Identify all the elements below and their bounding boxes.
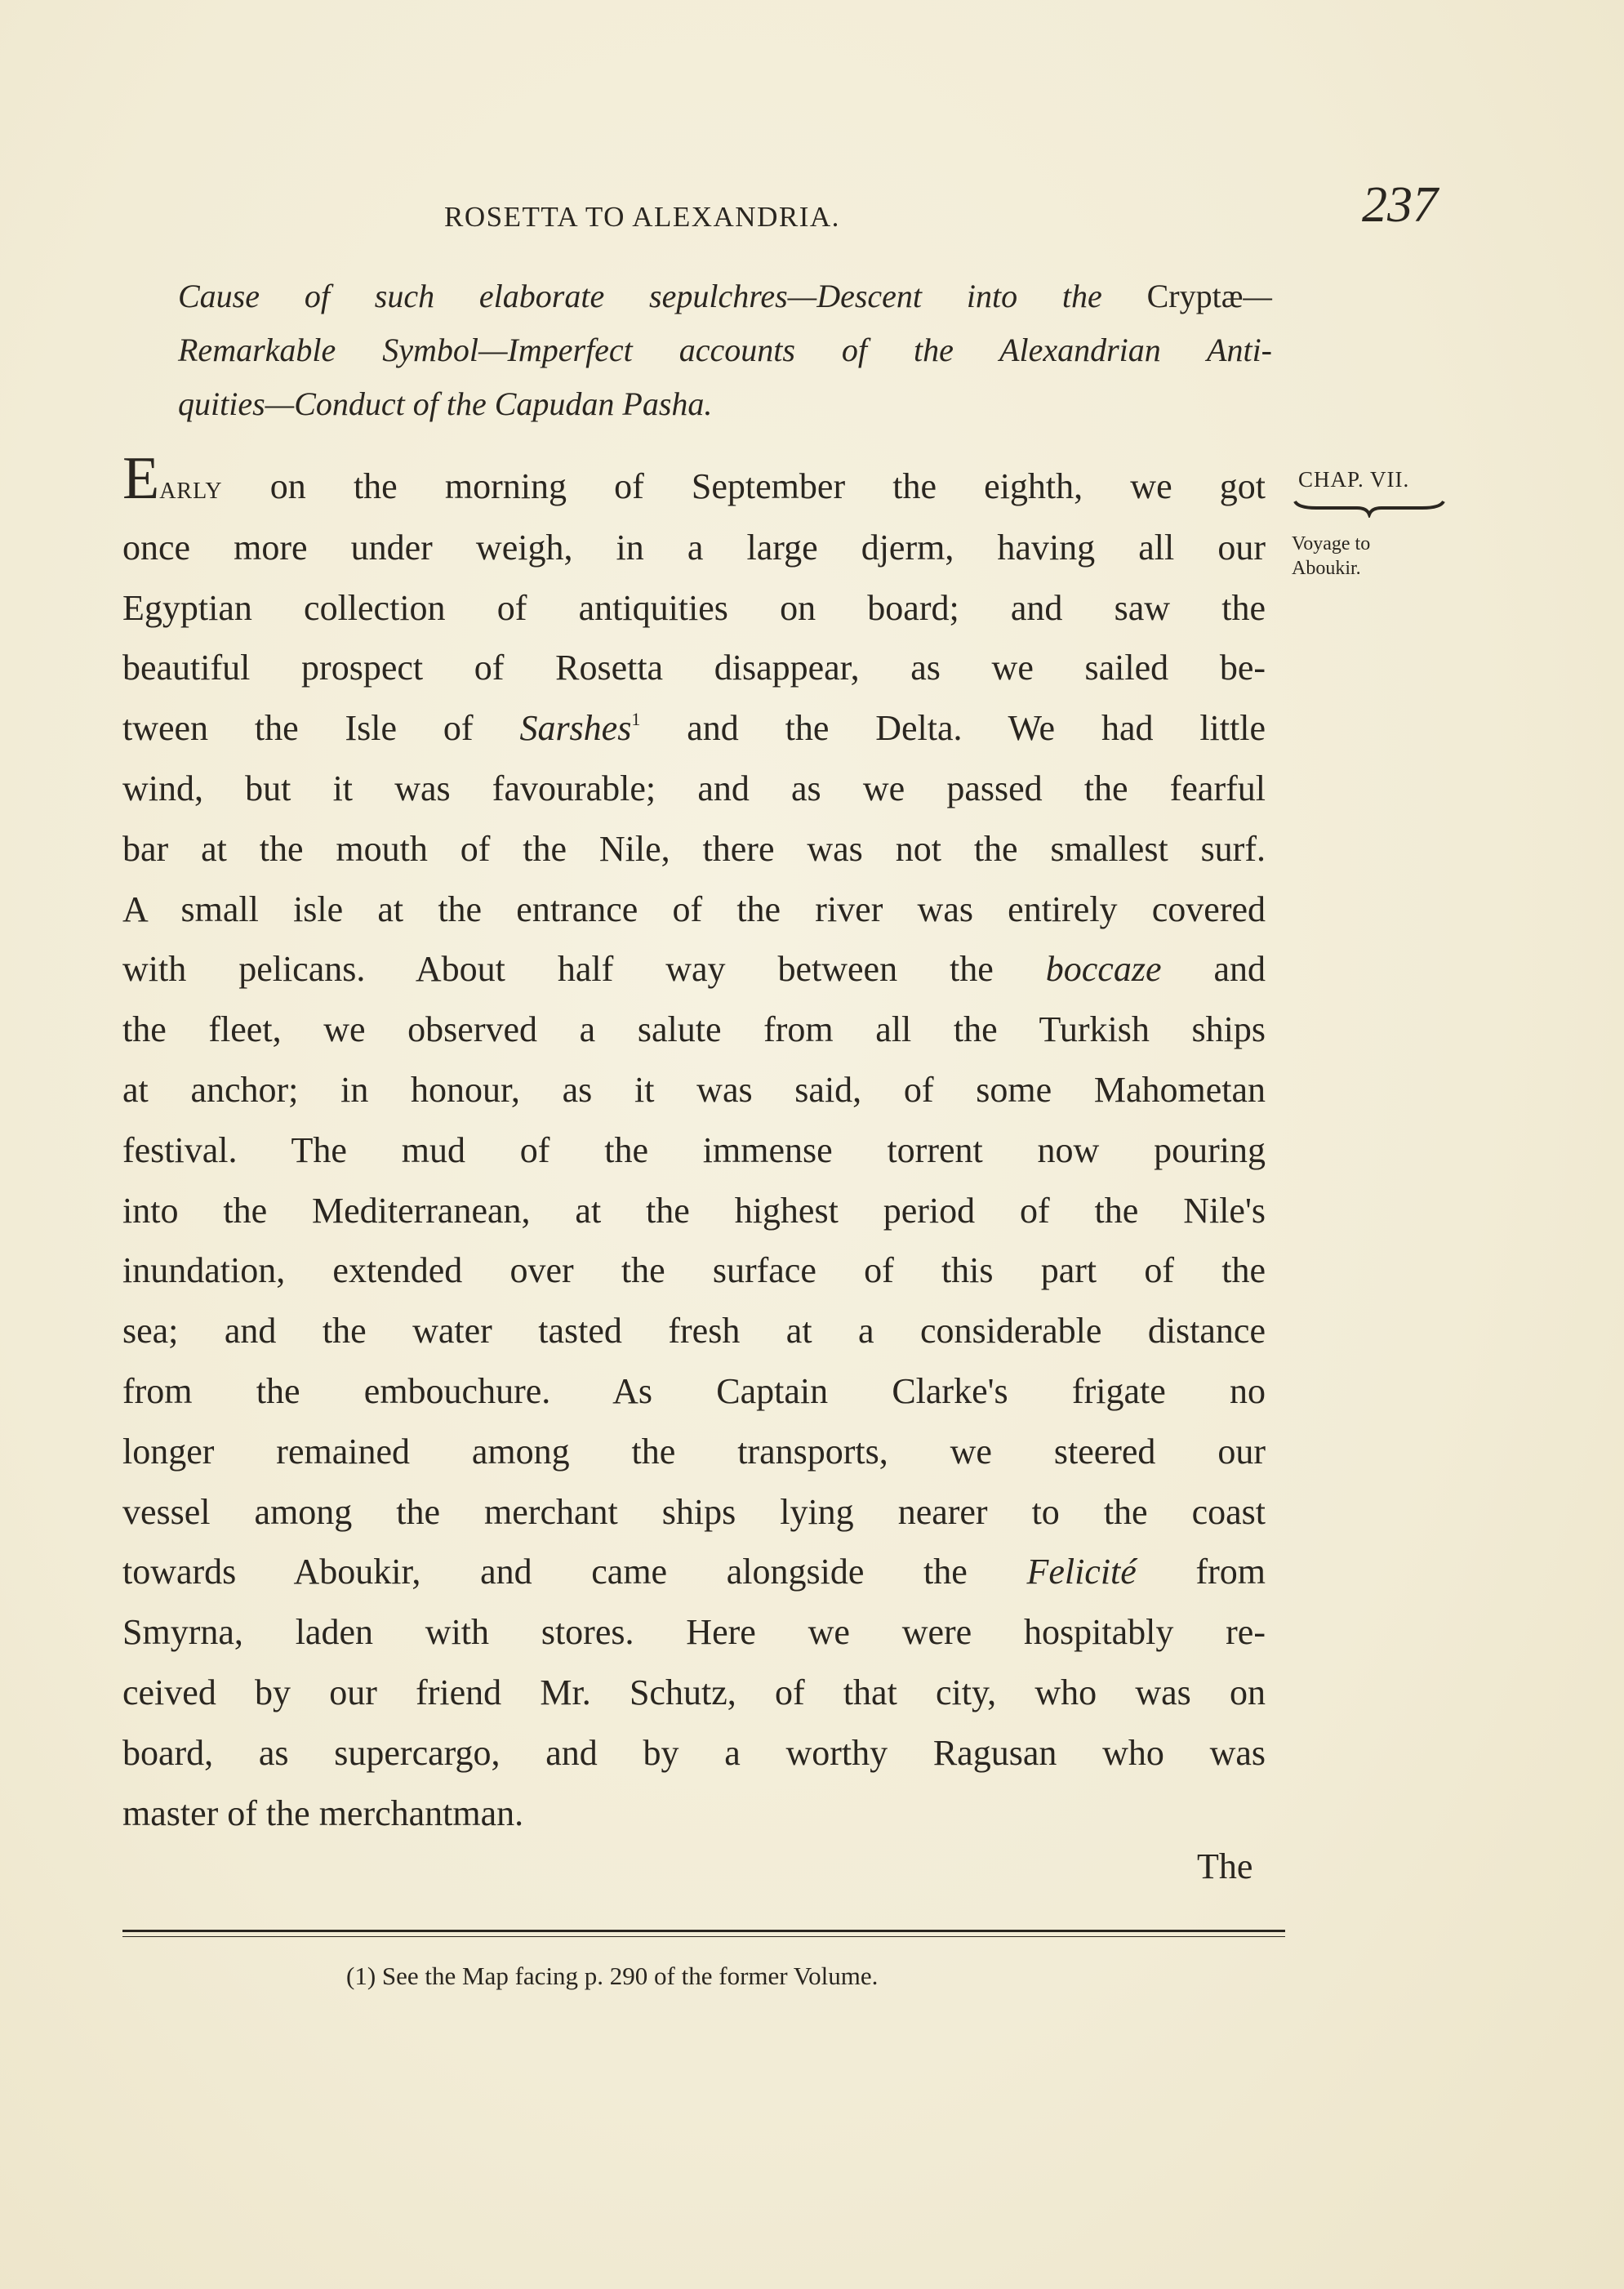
body-text-run: with pelicans. About half way between the: [122, 949, 1046, 990]
footnote: (1) See the Map facing p. 290 of the former Volume.: [346, 1962, 879, 1990]
drop-cap: E: [122, 445, 160, 512]
body-line: beautiful prospect of Rosetta disappear, as we sailed be-: [122, 648, 1266, 688]
sidenote-line: Voyage to: [1292, 533, 1371, 554]
body-text: [122, 445, 1266, 1843]
body-line: festival. The mud of the immense torrent now pouring: [122, 1129, 1266, 1170]
body-line: Egyptian collection of antiquities on board; and saw the: [122, 587, 1266, 628]
body-line: bar at the mouth of the Nile, there was not the smallest surf.: [122, 828, 1266, 869]
body-text-run: tween the Isle of: [122, 708, 520, 749]
body-line: board, as supercargo, and by a worthy Ragusan who was: [122, 1732, 1266, 1773]
summary-dash: —: [1243, 278, 1272, 314]
body-text-run: towards Aboukir, and came alongside the: [122, 1552, 1027, 1592]
summary-line: Remarkable Symbol—Imperfect accounts of the Alexandrian Anti-: [178, 332, 1272, 368]
body-line: A small isle at the entrance of the river was entirely covered: [122, 888, 1266, 929]
body-line: sea; and the water tasted fresh at a considerable distance: [122, 1311, 1266, 1352]
catchword: The: [1197, 1846, 1253, 1886]
running-title: ROSETTA TO ALEXANDRIA.: [444, 201, 840, 233]
footnote-rule: [122, 1930, 1285, 1937]
summary-text: Cause of such elaborate sepulchres—Descent into the: [178, 278, 1147, 314]
sidenote-topic: [1292, 532, 1370, 581]
body-line: Smyrna, laden with stores. Here we were hospitably re-: [122, 1612, 1266, 1653]
body-line: ceived by our friend Mr. Schutz, of that city, who was on: [122, 1672, 1266, 1712]
page-number: 237: [1362, 177, 1438, 233]
small-caps-word: arly: [159, 469, 223, 505]
sidenote-chapter: CHAP. VII.: [1298, 467, 1410, 492]
body-line: from the embouchure. As Captain Clarke's frigate no: [122, 1370, 1266, 1411]
summary-line: quities—Conduct of the Capudan Pasha.: [178, 385, 713, 422]
body-text-run: on the morning of September the eighth, we got: [222, 466, 1266, 506]
body-line: [122, 1542, 1266, 1602]
summary-cryptae: Cryptæ: [1146, 278, 1244, 314]
body-line: wind, but it was favourable; and as we passed the fearful: [122, 768, 1266, 808]
italic-term: boccaze: [1045, 949, 1162, 990]
chapter-summary: [178, 269, 1272, 431]
body-line: [122, 445, 1266, 518]
sidenote-brace: [1292, 498, 1447, 518]
body-line: the fleet, we observed a salute from all the Turkish ships: [122, 1009, 1266, 1050]
body-line: longer remained among the transports, we steered our: [122, 1431, 1266, 1472]
body-text-run: from: [1136, 1552, 1266, 1592]
body-line: vessel among the merchant ships lying nearer to the coast: [122, 1491, 1266, 1532]
body-line: once more under weigh, in a large djerm, having all our: [122, 527, 1266, 568]
body-text-run: and the Delta. We had little: [640, 708, 1266, 749]
body-line: [122, 698, 1266, 759]
body-line: [122, 939, 1266, 1000]
body-line: inundation, extended over the surface of this part of the: [122, 1250, 1266, 1291]
italic-term: Felicité: [1026, 1552, 1137, 1592]
summary-line: [178, 269, 1272, 323]
body-line: at anchor; in honour, as it was said, of some Mahometan: [122, 1069, 1266, 1110]
body-line: into the Mediterranean, at the highest period of the Nile's: [122, 1190, 1266, 1231]
sidenote-line: Aboukir.: [1292, 558, 1361, 579]
footnote-ref: 1: [631, 709, 641, 730]
italic-term: Sarshes: [519, 708, 632, 749]
body-text-run: and: [1161, 949, 1266, 990]
body-line: master of the merchantman.: [122, 1792, 524, 1833]
